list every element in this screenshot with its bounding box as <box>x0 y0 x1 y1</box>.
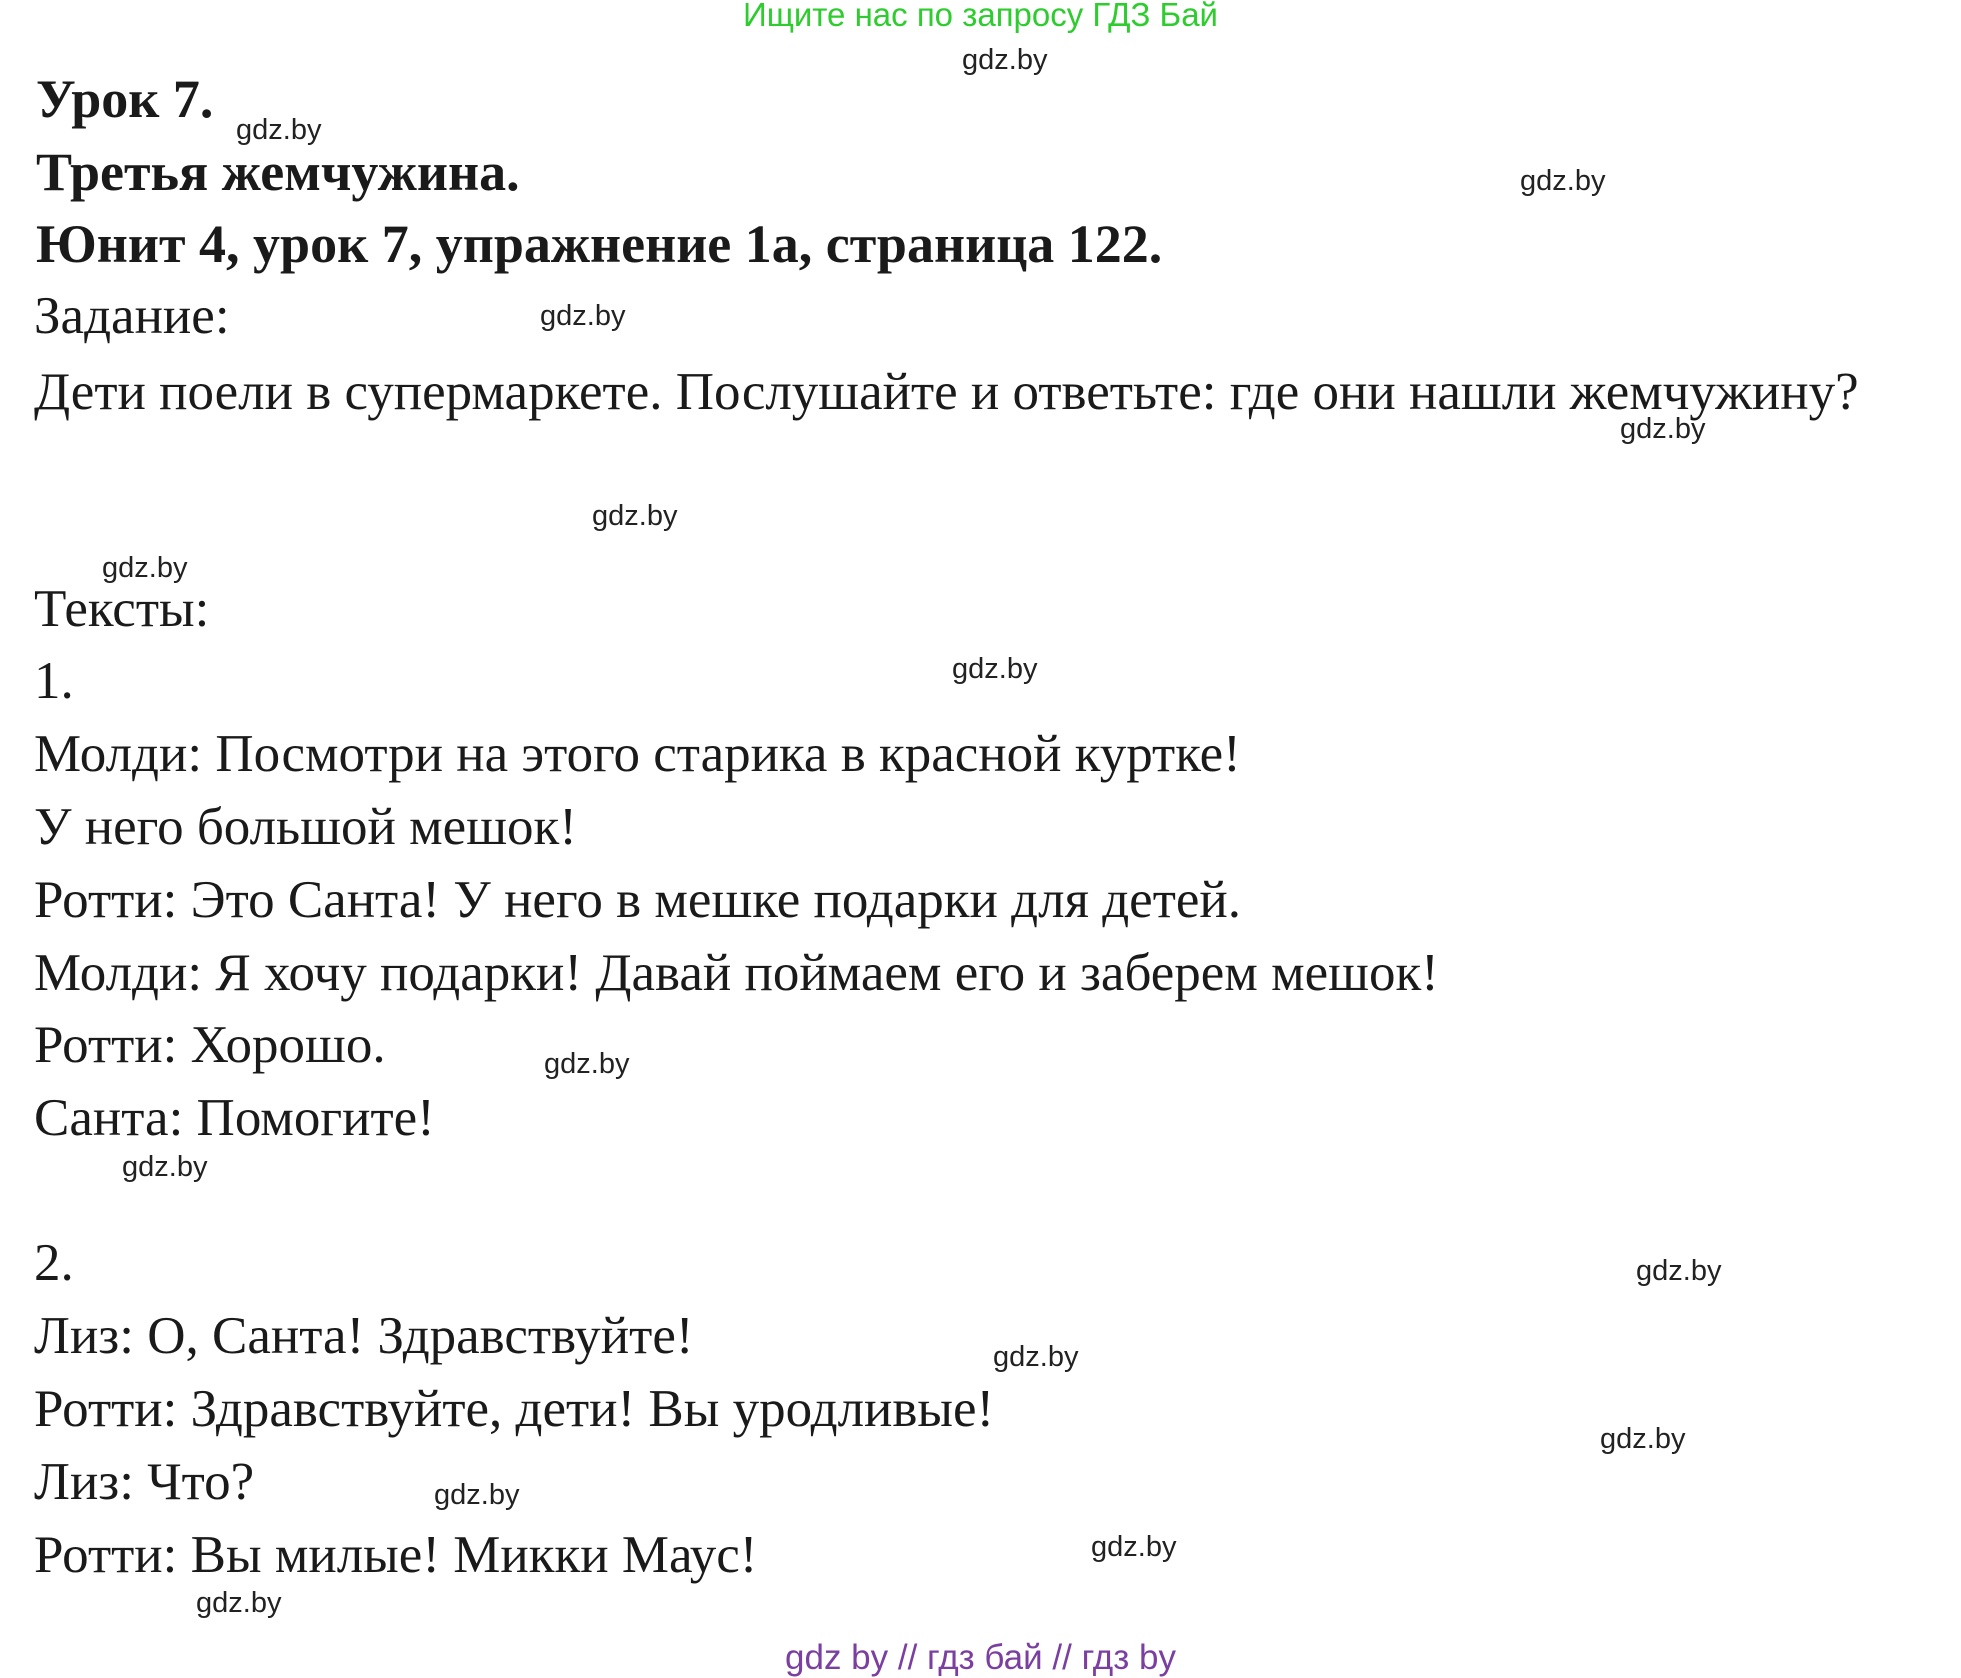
dialogue-line: У него большой мешок! <box>34 798 577 856</box>
watermark: gdz.by <box>122 1151 208 1183</box>
section-1-number: 1. <box>34 652 74 710</box>
top-banner[interactable]: Ищите нас по запросу ГДЗ Бай <box>743 0 1218 33</box>
dialogue-line: Молди: Я хочу подарки! Давай поймаем его и заберем мешок! <box>34 944 1439 1002</box>
watermark: gdz.by <box>544 1048 630 1080</box>
watermark: gdz.by <box>434 1479 520 1511</box>
watermark: gdz.by <box>540 300 626 332</box>
watermark: gdz.by <box>196 1587 282 1619</box>
texts-label: Тексты: <box>34 580 210 638</box>
dialogue-line: Ротти: Здравствуйте, дети! Вы уродливые! <box>34 1380 995 1438</box>
dialogue-line: Лиз: Что? <box>34 1453 255 1511</box>
watermark: gdz.by <box>236 114 322 146</box>
footer-links[interactable]: gdz by // гдз бай // гдз by <box>785 1638 1176 1677</box>
lesson-subtitle: Третья жемчужина. <box>36 142 520 202</box>
dialogue-line: Ротти: Это Санта! У него в мешке подарки для детей. <box>34 871 1241 929</box>
dialogue-line: Ротти: Хорошо. <box>34 1016 386 1074</box>
watermark: gdz.by <box>1620 413 1706 445</box>
exercise-reference: Юнит 4, урок 7, упражнение 1a, страница 122. <box>36 214 1163 274</box>
lesson-title: Урок 7. <box>36 69 214 129</box>
section-2-number: 2. <box>34 1234 74 1292</box>
watermark: gdz.by <box>952 653 1038 685</box>
dialogue-line: Санта: Помогите! <box>34 1089 435 1147</box>
watermark: gdz.by <box>1600 1423 1686 1455</box>
dialogue-line: Ротти: Вы милые! Микки Маус! <box>34 1526 758 1584</box>
dialogue-line: Молди: Посмотри на этого старика в красной куртке! <box>34 725 1241 783</box>
watermark: gdz.by <box>962 44 1048 76</box>
task-text: Дети поели в супермаркете. Послушайте и ответьте: где они нашли жемчужину? <box>34 363 1859 421</box>
watermark: gdz.by <box>1520 165 1606 197</box>
dialogue-line: Лиз: О, Санта! Здравствуйте! <box>34 1307 694 1365</box>
watermark: gdz.by <box>1091 1531 1177 1563</box>
watermark: gdz.by <box>993 1341 1079 1373</box>
task-label: Задание: <box>34 287 230 345</box>
watermark: gdz.by <box>1636 1255 1722 1287</box>
watermark: gdz.by <box>592 500 678 532</box>
watermark: gdz.by <box>102 552 188 584</box>
